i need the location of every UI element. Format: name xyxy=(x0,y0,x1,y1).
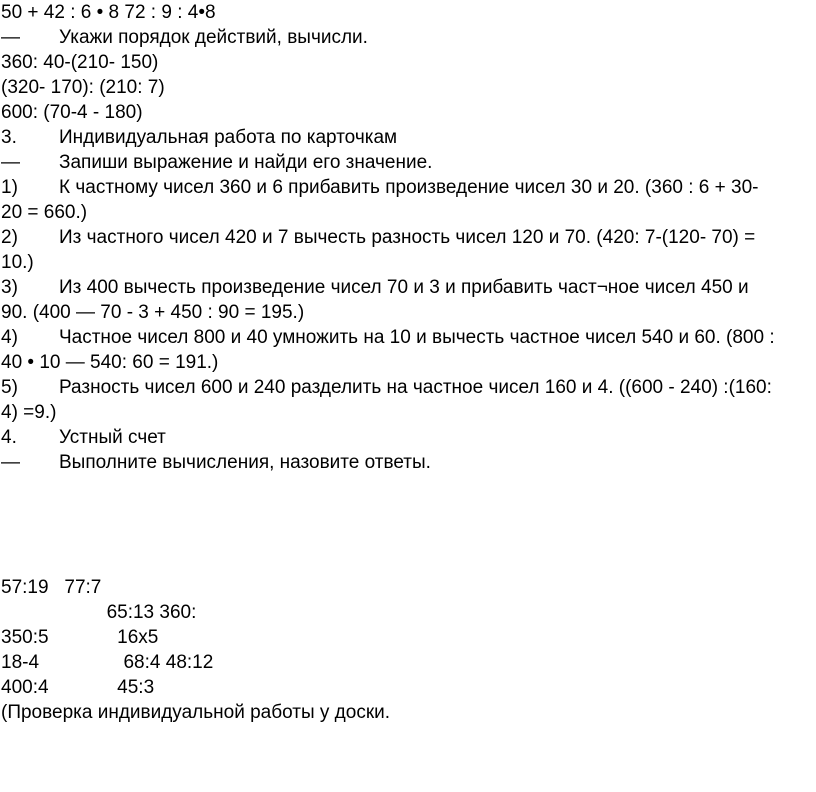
mental-math-line: 65:13 360: xyxy=(1,602,197,623)
task-compute-text: Выполните вычисления, назовите ответы. xyxy=(59,452,431,473)
dash-marker: — xyxy=(1,27,20,48)
order-expression: 360: 40-(210- 150) xyxy=(1,52,159,73)
section-number: 3. xyxy=(1,127,17,148)
order-expression: 600: (70-4 - 180) xyxy=(1,102,143,123)
mental-math-line: 57:19 77:7 xyxy=(1,577,102,598)
task-order-instruction xyxy=(0,25,816,50)
mental-math-line: 400:4 45:3 xyxy=(1,677,155,698)
section-4-heading xyxy=(0,425,816,450)
card-text: Из частного чисел 420 и 7 вычесть разность чисел 120 и 70. (420: 7-(120- 70) = 10.) xyxy=(1,227,756,273)
closing-note: (Проверка индивидуальной работы у доски. xyxy=(1,702,391,723)
card-text: К частному чисел 360 и 6 прибавить произведение чисел 30 и 20. (360 : 6 + 30- 20 = 660.) xyxy=(1,177,759,223)
dash-marker: — xyxy=(1,152,20,173)
mental-math-line: 350:5 16x5 xyxy=(1,627,159,648)
card-text: Частное чисел 800 и 40 умножить на 10 и вычесть частное чисел 540 и 60. (800 : 40 • 10 — 540: 60 = 191.) xyxy=(1,327,775,373)
card-number: 4) xyxy=(1,327,18,348)
section-3-heading xyxy=(0,125,816,150)
card-text: Из 400 вычесть произведение чисел 70 и 3 и прибавить част¬ное чисел 450 и 90. (400 — 70 - 3 + 450 : 90 = 195.) xyxy=(1,277,749,323)
section-number: 4. xyxy=(1,427,17,448)
section-title: Индивидуальная работа по карточкам xyxy=(59,127,398,148)
card-number: 2) xyxy=(1,227,18,248)
card-item-5 xyxy=(0,375,816,425)
dash-marker: — xyxy=(1,452,20,473)
card-item-3 xyxy=(0,275,816,325)
card-item-2 xyxy=(0,225,816,275)
order-expression: (320- 170): (210: 7) xyxy=(1,77,165,98)
blank-space xyxy=(0,475,816,575)
card-item-1 xyxy=(0,175,816,225)
card-number: 5) xyxy=(1,377,18,398)
mental-math-line: 18-4 68:4 48:12 xyxy=(1,652,214,673)
section-title: Устный счет xyxy=(59,427,166,448)
task-write-instruction xyxy=(0,150,816,175)
card-item-4 xyxy=(0,325,816,375)
header-expression: 50 + 42 : 6 • 8 72 : 9 : 4•8 xyxy=(1,2,216,23)
task-order-text: Укажи порядок действий, вычисли. xyxy=(59,27,368,48)
card-text: Разность чисел 600 и 240 разделить на частное чисел 160 и 4. ((600 - 240) :(160: 4) =9.) xyxy=(1,377,772,423)
card-number: 3) xyxy=(1,277,18,298)
task-write-text: Запиши выражение и найди его значение. xyxy=(59,152,433,173)
task-compute-instruction xyxy=(0,450,816,475)
card-number: 1) xyxy=(1,177,18,198)
